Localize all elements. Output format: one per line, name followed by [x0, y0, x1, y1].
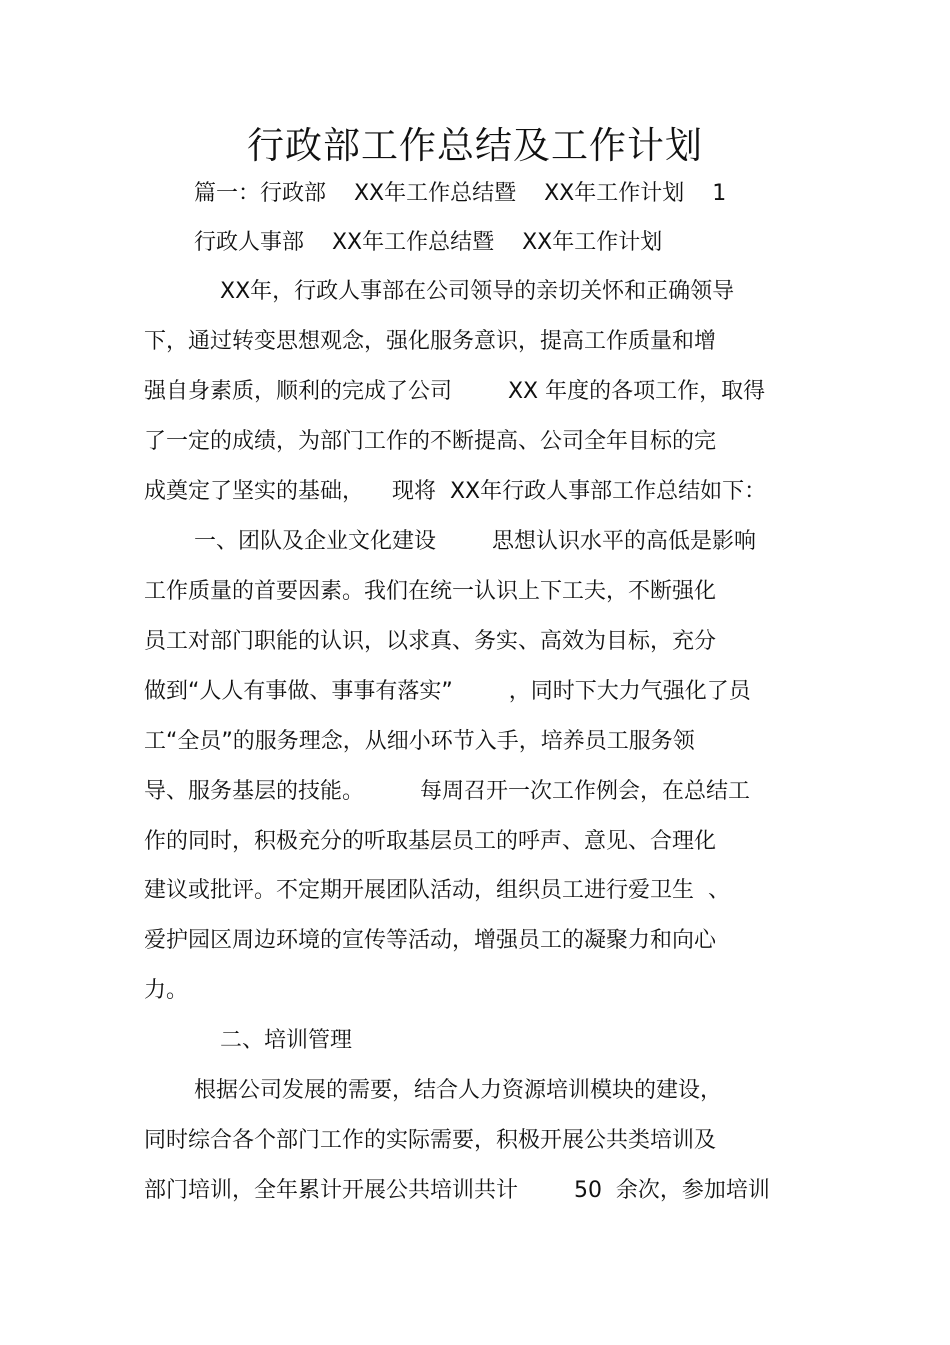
section-heading: 二、培训管理	[220, 1028, 353, 1053]
text-line: 了一定的成绩，为部门工作的不断提高、公司全年目标的完	[144, 429, 717, 454]
text-line: 建议或批评。不定期开展团队活动，组织员工进行爱卫生 、	[144, 878, 730, 903]
text-line: 作的同时，积极充分的听取基层员工的呼声、意见、合理化	[144, 829, 717, 854]
text-line: 根据公司发展的需要，结合人力资源培训模块的建设，	[194, 1078, 723, 1103]
text-line: 成奠定了坚实的基础， 现将 XX年行政人事部工作总结如下：	[144, 479, 767, 504]
text-line: 篇一：行政部 XX年工作总结暨 XX年工作计划 1	[194, 181, 727, 206]
text-line: 工作质量的首要因素。我们在统一认识上下工夫，不断强化	[144, 579, 717, 604]
text-line: 强自身素质，顺利的完成了公司 XX 年度的各项工作，取得	[144, 379, 766, 404]
text-line: XX年，行政人事部在公司领导的亲切关怀和正确领导	[220, 279, 735, 304]
text-line: 导、服务基层的技能。 每周召开一次工作例会，在总结工	[144, 779, 750, 804]
text-line: 做到“人人有事做、事事有落实” ，同时下大力气强化了员	[144, 679, 751, 704]
text-line: 工“全员”的服务理念，从细小环节入手，培养员工服务领	[144, 729, 695, 754]
text-line: 爱护园区周边环境的宣传等活动，增强员工的凝聚力和向心	[144, 928, 717, 953]
text-line: 一、团队及企业文化建设 思想认识水平的高低是影响	[194, 529, 756, 554]
document-title: 行政部工作总结及工作计划	[247, 124, 703, 167]
text-line: 下，通过转变思想观念，强化服务意识，提高工作质量和增	[144, 329, 717, 354]
text-line: 部门培训，全年累计开展公共培训共计 50 余次，参加培训	[144, 1178, 770, 1203]
text-line: 同时综合各个部门工作的实际需要，积极开展公共类培训及	[144, 1128, 717, 1153]
text-line: 力。	[144, 978, 189, 1003]
text-line: 行政人事部 XX年工作总结暨 XX年工作计划	[194, 230, 663, 255]
text-line: 员工对部门职能的认识，以求真、务实、高效为目标，充分	[144, 629, 717, 654]
